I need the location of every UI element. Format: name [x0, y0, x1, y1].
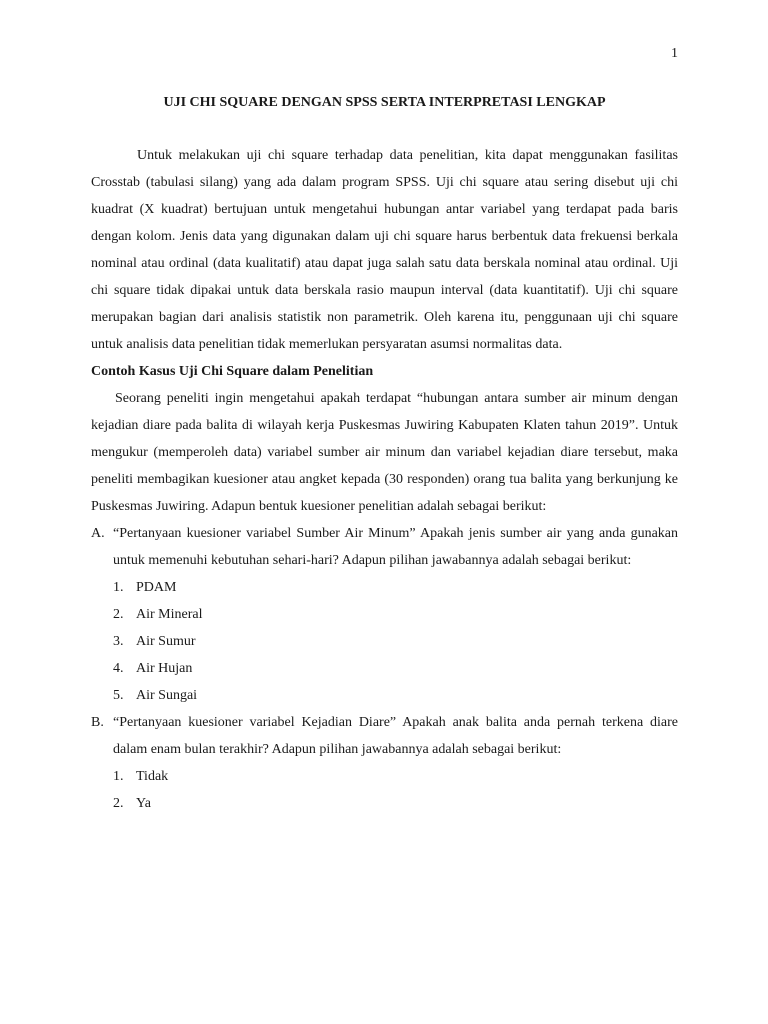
option-label: PDAM: [136, 580, 177, 595]
list-item: [113, 574, 678, 601]
page-title: UJI CHI SQUARE DENGAN SPSS SERTA INTERPRETASI LENGKAP: [163, 95, 606, 110]
question-b: [91, 709, 678, 763]
option-number: 3.: [113, 634, 124, 649]
list-item: [113, 628, 678, 655]
question-a-text: “Pertanyaan kuesioner variabel Sumber Air Minum” Apakah jenis sumber air yang anda gunakan untuk memenuhi kebutuhan sehari-hari? Adapun pilihan jawabannya adalah sebagai berikut:: [113, 526, 678, 568]
question-b-text: “Pertanyaan kuesioner variabel Kejadian Diare” Apakah anak balita anda pernah terkena diare dalam enam bulan terakhir? Adapun pilihan jawabannya adalah sebagai berikut:: [113, 715, 678, 757]
page-number: 1: [671, 46, 678, 61]
document-body: [91, 94, 678, 817]
list-item: [113, 790, 678, 817]
list-item: [113, 763, 678, 790]
option-number: 1.: [113, 769, 124, 784]
option-number: 2.: [113, 796, 124, 811]
option-number: 5.: [113, 688, 124, 703]
option-label: Ya: [136, 796, 151, 811]
question-b-letter: B.: [91, 715, 104, 730]
option-label: Air Sungai: [136, 688, 198, 703]
list-item: [113, 601, 678, 628]
option-label: Air Hujan: [136, 661, 193, 676]
option-number: 1.: [113, 580, 124, 595]
option-label: Air Mineral: [136, 607, 203, 622]
question-a-letter: A.: [91, 526, 105, 541]
question-a: [91, 520, 678, 574]
case-paragraph: Seorang peneliti ingin mengetahui apakah terdapat “hubungan antara sumber air minum dengan kejadian diare pada balita di wilayah kerja Puskesmas Juwiring Kabupaten Klaten tahun 2019”. Untuk mengukur (memperoleh data) variabel sumber air minum dan variabel kejadian diare tersebut, maka peneliti membagikan kuesioner atau angket kepada (30 responden) orang tua balita yang berkunjung ke Puskesmas Juwiring. Adapun bentuk kuesioner penelitian adalah sebagai berikut:: [91, 391, 678, 514]
option-label: Air Sumur: [136, 634, 196, 649]
list-item: [113, 655, 678, 682]
option-label: Tidak: [136, 769, 169, 784]
list-item: [113, 682, 678, 709]
option-number: 4.: [113, 661, 124, 676]
case-heading: Contoh Kasus Uji Chi Square dalam Penelitian: [91, 364, 374, 379]
option-number: 2.: [113, 607, 124, 622]
intro-paragraph: Untuk melakukan uji chi square terhadap data penelitian, kita dapat menggunakan fasilitas Crosstab (tabulasi silang) yang ada dalam program SPSS. Uji chi square atau sering disebut uji chi kuadrat (X kuadrat) bertujuan untuk mengetahui hubungan antar variabel yang terdapat pada baris dengan kolom. Jenis data yang digunakan dalam uji chi square harus berbentuk data frekuensi berkala nominal atau ordinal (data kualitatif) atau dapat juga salah satu data berskala nominal atau ordinal. Uji chi square tidak dipakai untuk data berskala rasio maupun interval (data kuantitatif). Uji chi square merupakan bagian dari analisis statistik non parametrik. Oleh karena itu, penggunaan uji chi square untuk analisis data penelitian tidak memerlukan persyaratan asumsi normalitas data.: [91, 148, 678, 352]
